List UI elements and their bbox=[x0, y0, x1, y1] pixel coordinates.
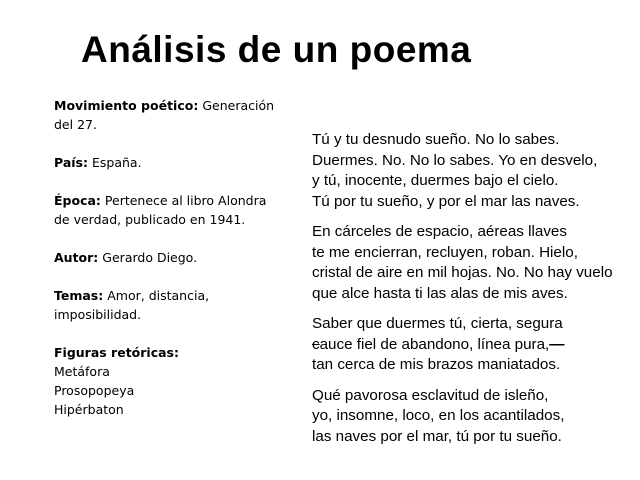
poem-line: Duermes. No. No lo sabes. Yo en desvelo, bbox=[312, 151, 598, 169]
info-epoca-label: Época: bbox=[54, 193, 101, 208]
struck-dash: — bbox=[549, 335, 565, 353]
info-temas-value: Amor, distancia, imposibilidad. bbox=[54, 288, 210, 322]
figure-item: Metáfora bbox=[54, 364, 110, 379]
poem-stanza bbox=[312, 222, 634, 304]
info-pais bbox=[54, 153, 279, 172]
poem-line: yo, insomne, loco, en los acantilados, bbox=[312, 407, 565, 424]
info-figuras bbox=[54, 343, 279, 419]
poem-line: Tú por tu sueño, y por el mar las naves. bbox=[312, 192, 580, 210]
poem-line: Qué pavorosa esclavitud de isleño, bbox=[312, 386, 549, 404]
poem-stanza bbox=[312, 314, 634, 376]
info-epoca-value: Pertenece al libro Alondra de verdad, publicado en 1941. bbox=[54, 193, 267, 227]
poem-line: En cárceles de espacio, aéreas llaves bbox=[312, 223, 567, 240]
poem-line: te me encierran, recluyen, roban. Hielo, bbox=[312, 243, 578, 261]
analysis-info-panel bbox=[54, 96, 279, 438]
poem-line: que alce hasta ti las alas de mis aves. bbox=[312, 284, 568, 302]
poem-text bbox=[312, 130, 634, 457]
info-autor-label: Autor: bbox=[54, 250, 99, 265]
info-movimiento-label: Movimiento poético: bbox=[54, 98, 199, 113]
info-autor bbox=[54, 248, 279, 267]
poem-line: tan cerca de mis brazos maniatados. bbox=[312, 356, 561, 373]
struck-letter: c bbox=[312, 335, 320, 353]
poem-line-corrected bbox=[312, 335, 634, 356]
info-movimiento-value: Generación del 27. bbox=[54, 98, 275, 132]
poem-stanza bbox=[312, 130, 634, 212]
figure-item: Prosopopeya bbox=[54, 383, 135, 398]
page-title: Análisis de un poema bbox=[81, 29, 472, 70]
poem-line: cristal de aire en mil hojas. No. No hay vuelo bbox=[312, 264, 613, 281]
poem-line: las naves por el mar, tú por tu sueño. bbox=[312, 427, 562, 445]
poem-line: y tú, inocente, duermes bajo el cielo. bbox=[312, 172, 559, 189]
info-figuras-label: Figuras retóricas: bbox=[54, 345, 179, 360]
info-temas-label: Temas: bbox=[54, 288, 104, 303]
info-pais-value: España. bbox=[91, 155, 142, 170]
info-epoca bbox=[54, 191, 279, 229]
info-autor-value: Gerardo Diego. bbox=[102, 250, 198, 265]
poem-line: Saber que duermes tú, cierta, segura bbox=[312, 315, 563, 332]
info-temas bbox=[54, 286, 279, 324]
info-movimiento bbox=[54, 96, 279, 134]
poem-stanza bbox=[312, 386, 634, 448]
figures-list bbox=[54, 362, 279, 419]
figure-item: Hipérbaton bbox=[54, 402, 124, 417]
poem-line: Tú y tu desnudo sueño. No lo sabes. bbox=[312, 131, 560, 148]
info-pais-label: País: bbox=[54, 155, 88, 170]
poem-line-text: auce fiel de abandono, línea pura, bbox=[319, 335, 550, 353]
